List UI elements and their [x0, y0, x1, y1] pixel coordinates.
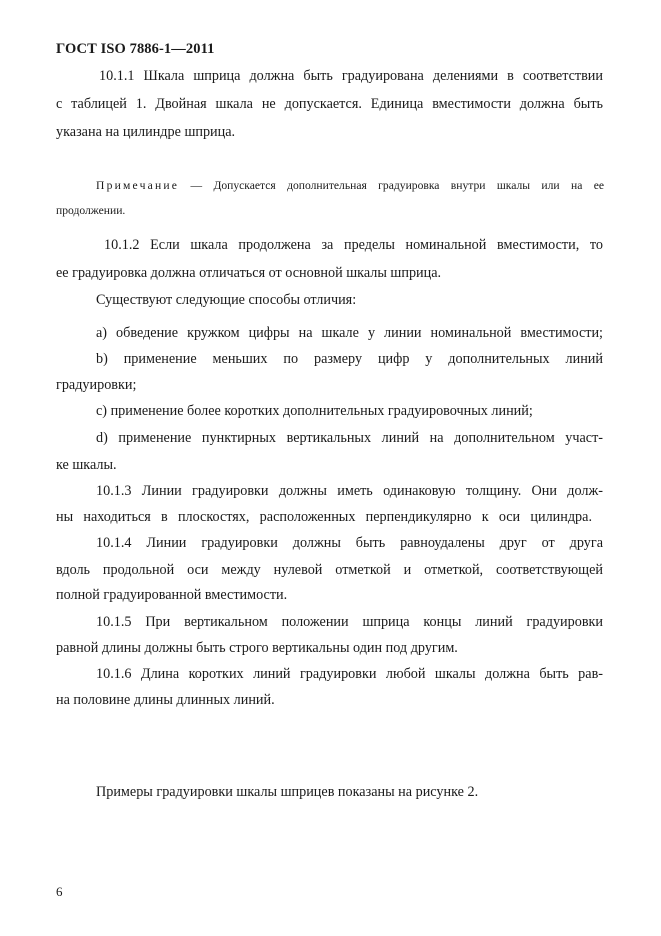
list-item-d-continuation: ке шкалы.	[56, 457, 117, 473]
list-item-b-continuation: градуировки;	[56, 377, 137, 393]
note-text: — Допускается дополнительная градуировка внутри шкалы или на ее	[190, 179, 604, 192]
note-label: Примечание	[96, 179, 180, 192]
text-line: 10.1.3 Линии градуировки должны иметь одинаковую толщину. Они долж-	[96, 483, 603, 499]
paragraph-methods-intro: Существуют следующие способы отличия:	[96, 292, 357, 308]
note-continuation: продолжении.	[56, 204, 126, 217]
text-line: 10.1.6 Длина коротких линий градуировки любой шкалы должна быть рав-	[96, 666, 603, 682]
text-line: 10.1.1 Шкала шприца должна быть градуирована делениями в соответствии	[99, 68, 603, 84]
text-line: на половине длины длинных линий.	[56, 692, 275, 708]
text-line: 10.1.4 Линии градуировки должны быть равноудалены друг от друга	[96, 535, 603, 551]
page-header: ГОСТ ISO 7886-1—2011	[56, 41, 215, 57]
text-line: равной длины должны быть строго вертикальны один под другим.	[56, 640, 458, 656]
text-line: с таблицей 1. Двойная шкала не допускается. Единица вместимости должна быть	[56, 96, 603, 112]
text-line: полной градуированной вместимости.	[56, 587, 288, 603]
text-line: ее градуировка должна отличаться от основной шкалы шприца.	[56, 265, 442, 281]
list-item-d: d) применение пунктирных вертикальных линий на дополнительном участ-	[96, 430, 603, 446]
text-line: 10.1.2 Если шкала продолжена за пределы номинальной вместимости, то	[104, 237, 603, 253]
text-line: ны находиться в плоскостях, расположенных перпендикулярно к оси цилиндра.	[56, 509, 592, 525]
page-number: 6	[56, 884, 63, 899]
list-item-c: с) применение более коротких дополнительных градуировочных линий;	[96, 403, 533, 419]
text-line: указана на цилиндре шприца.	[56, 124, 236, 140]
list-item-b: b) применение меньших по размеру цифр у дополнительных линий	[96, 351, 603, 367]
text-line: вдоль продольной оси между нулевой отметкой и отметкой, соответствующей	[56, 562, 603, 578]
paragraph-figure-reference: Примеры градуировки шкалы шприцев показаны на рисунке 2.	[96, 784, 479, 800]
text-line: 10.1.5 При вертикальном положении шприца концы линий градуировки	[96, 614, 603, 630]
list-item-a: а) обведение кружком цифры на шкале у линии номинальной вместимости;	[96, 325, 603, 341]
